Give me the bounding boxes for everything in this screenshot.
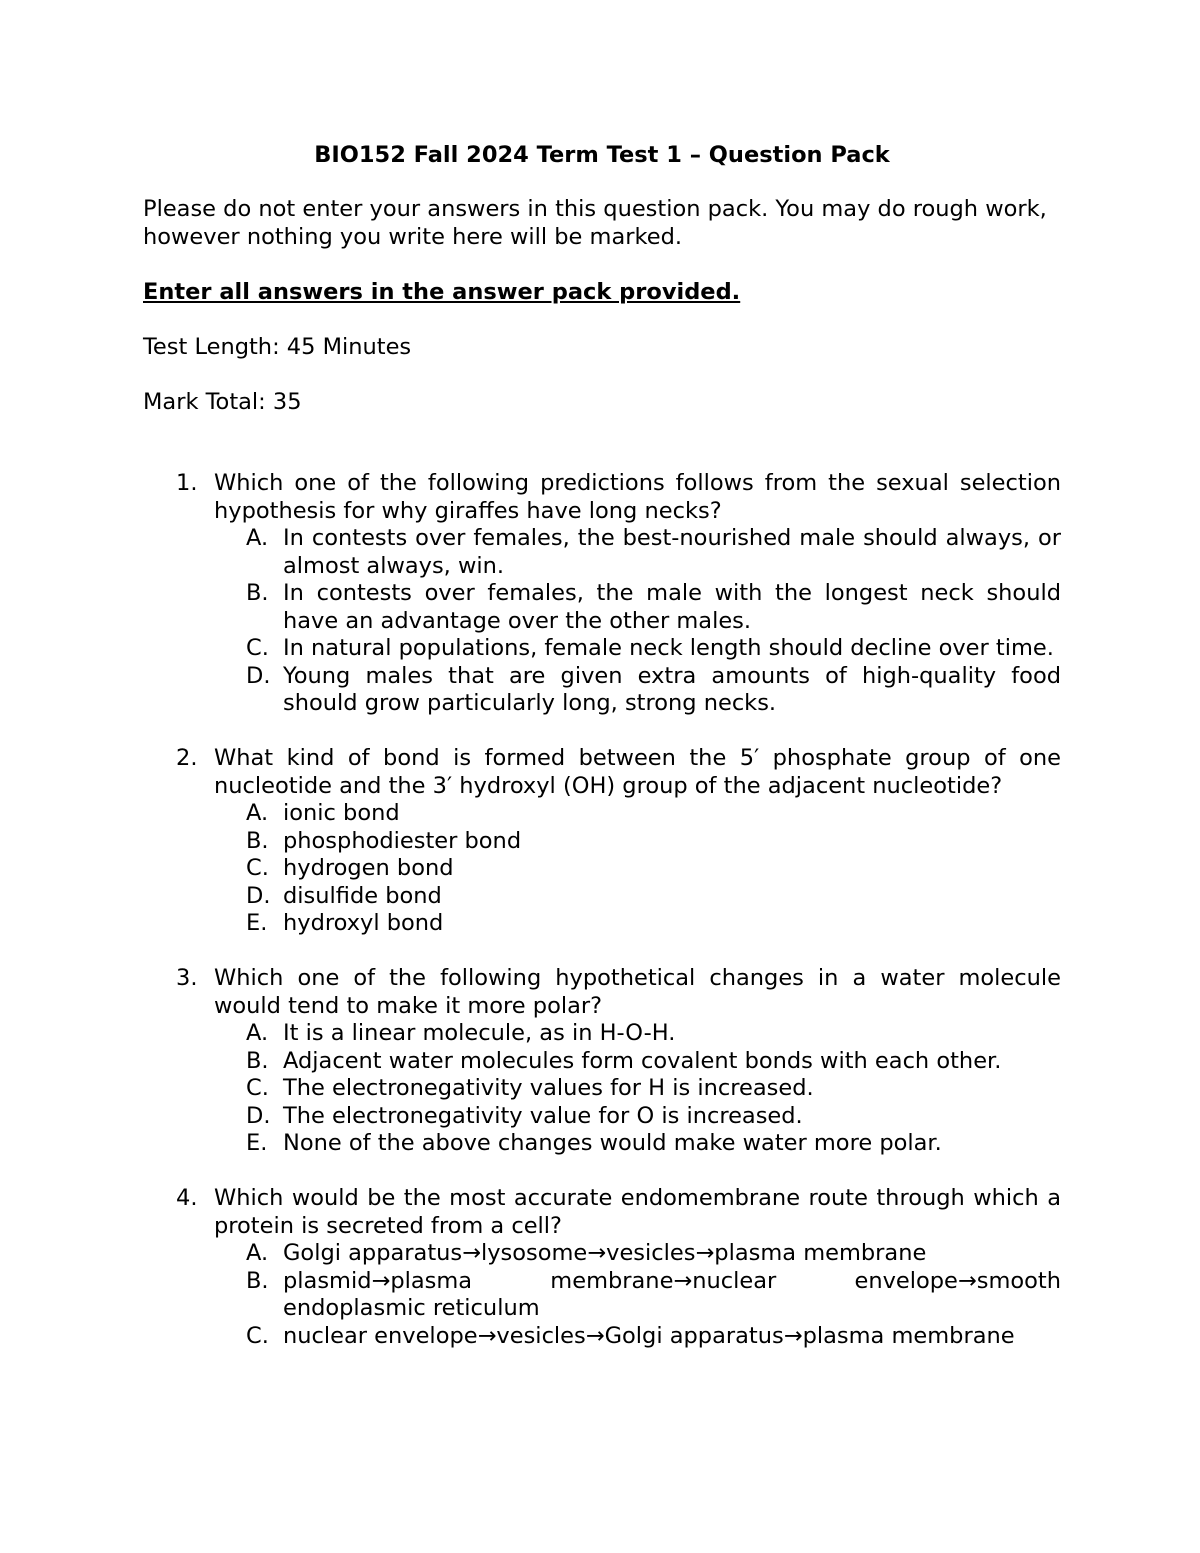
option-text: It is a linear molecule, as in H-O-H. <box>283 1020 676 1046</box>
option-text: Young males that are given extra amounts of high-quality food should grow particularly long, strong necks. <box>283 662 1061 716</box>
answer-option <box>214 910 1061 938</box>
option-text: The electronegativity value for O is increased. <box>283 1102 803 1129</box>
option-text: hydrogen bond <box>283 855 454 881</box>
answer-option <box>214 883 1061 911</box>
option-list <box>214 1020 1061 1158</box>
option-letter: A. <box>246 1020 269 1046</box>
answer-option <box>214 1240 1061 1268</box>
option-letter: C. <box>246 635 269 661</box>
option-letter: C. <box>246 855 269 881</box>
option-letter: C. <box>246 1075 269 1101</box>
question-item <box>143 965 1061 1158</box>
question-list <box>143 470 1061 1350</box>
option-text: hydroxyl bond <box>283 910 444 936</box>
option-letter: D. <box>246 1102 271 1129</box>
question-text: Which would be the most accurate endomembrane route through which a protein is secreted from a cell? <box>214 1185 1061 1239</box>
option-text: ionic bond <box>283 800 400 826</box>
answer-option <box>214 800 1061 828</box>
intro-paragraph: Please do not enter your answers in this question pack. You may do rough work, however nothing you write here will be marked. <box>143 196 1047 250</box>
option-text: phosphodiester bond <box>283 827 522 854</box>
option-letter: A. <box>246 1240 269 1266</box>
option-list <box>214 800 1061 938</box>
option-letter: A. <box>246 800 269 826</box>
answer-option <box>214 1130 1061 1158</box>
question-number: 2. <box>176 745 198 771</box>
answer-option <box>214 828 1061 856</box>
enter-answers-notice: Enter all answers in the answer pack provided. <box>143 279 741 305</box>
option-text: The electronegativity values for H is increased. <box>283 1075 814 1101</box>
answer-option <box>214 1020 1061 1048</box>
option-text: disulfide bond <box>283 882 442 909</box>
question-text: What kind of bond is formed between the 5′ phosphate group of one nucleotide and the 3′ hydroxyl (OH) group of the adjacent nucleotide? <box>214 745 1061 799</box>
question-number: 3. <box>176 965 198 991</box>
question-item <box>143 745 1061 938</box>
option-letter: B. <box>246 1047 269 1074</box>
question-item <box>143 1185 1061 1350</box>
question-number: 1. <box>176 470 198 496</box>
question-text: Which one of the following hypothetical changes in a water molecule would tend to make it more polar? <box>214 965 1061 1019</box>
option-letter: B. <box>246 580 269 606</box>
option-letter: B. <box>246 1267 269 1294</box>
option-text: plasmid→plasma membrane→nuclear envelope→smooth endoplasmic reticulum <box>283 1267 1061 1321</box>
option-list <box>214 525 1061 718</box>
option-text: Golgi apparatus→lysosome→vesicles→plasma membrane <box>283 1240 927 1266</box>
question-item <box>143 470 1061 718</box>
option-text: In natural populations, female neck length should decline over time. <box>283 635 1054 661</box>
option-letter: E. <box>246 1130 268 1156</box>
answer-option <box>214 855 1061 883</box>
option-letter: D. <box>246 882 271 909</box>
option-text: Adjacent water molecules form covalent bonds with each other. <box>283 1047 1002 1074</box>
answer-option <box>214 1048 1061 1076</box>
answer-option <box>214 525 1061 580</box>
option-text: nuclear envelope→vesicles→Golgi apparatus→plasma membrane <box>283 1322 1015 1349</box>
option-text: In contests over females, the best-nourished male should always, or almost always, win. <box>283 525 1061 579</box>
option-letter: D. <box>246 662 271 689</box>
page-title: BIO152 Fall 2024 Term Test 1 – Question Pack <box>314 142 890 168</box>
answer-option <box>214 635 1061 663</box>
mark-total: Mark Total: 35 <box>143 389 302 415</box>
answer-option <box>214 580 1061 635</box>
option-letter: E. <box>246 910 268 936</box>
option-letter: A. <box>246 525 269 551</box>
option-text: In contests over females, the male with the longest neck should have an advantage over the other males. <box>283 580 1061 634</box>
answer-option <box>214 1268 1061 1323</box>
option-letter: B. <box>246 827 269 854</box>
option-letter: C. <box>246 1322 269 1349</box>
answer-option <box>214 663 1061 718</box>
test-length: Test Length: 45 Minutes <box>143 334 412 360</box>
document-page <box>143 140 1061 1378</box>
option-list <box>214 1240 1061 1350</box>
question-text: Which one of the following predictions follows from the sexual selection hypothesis for why giraffes have long necks? <box>214 470 1061 524</box>
question-number: 4. <box>176 1185 198 1211</box>
option-text: None of the above changes would make water more polar. <box>283 1130 942 1156</box>
answer-option <box>214 1323 1061 1351</box>
answer-option <box>214 1103 1061 1131</box>
answer-option <box>214 1075 1061 1103</box>
